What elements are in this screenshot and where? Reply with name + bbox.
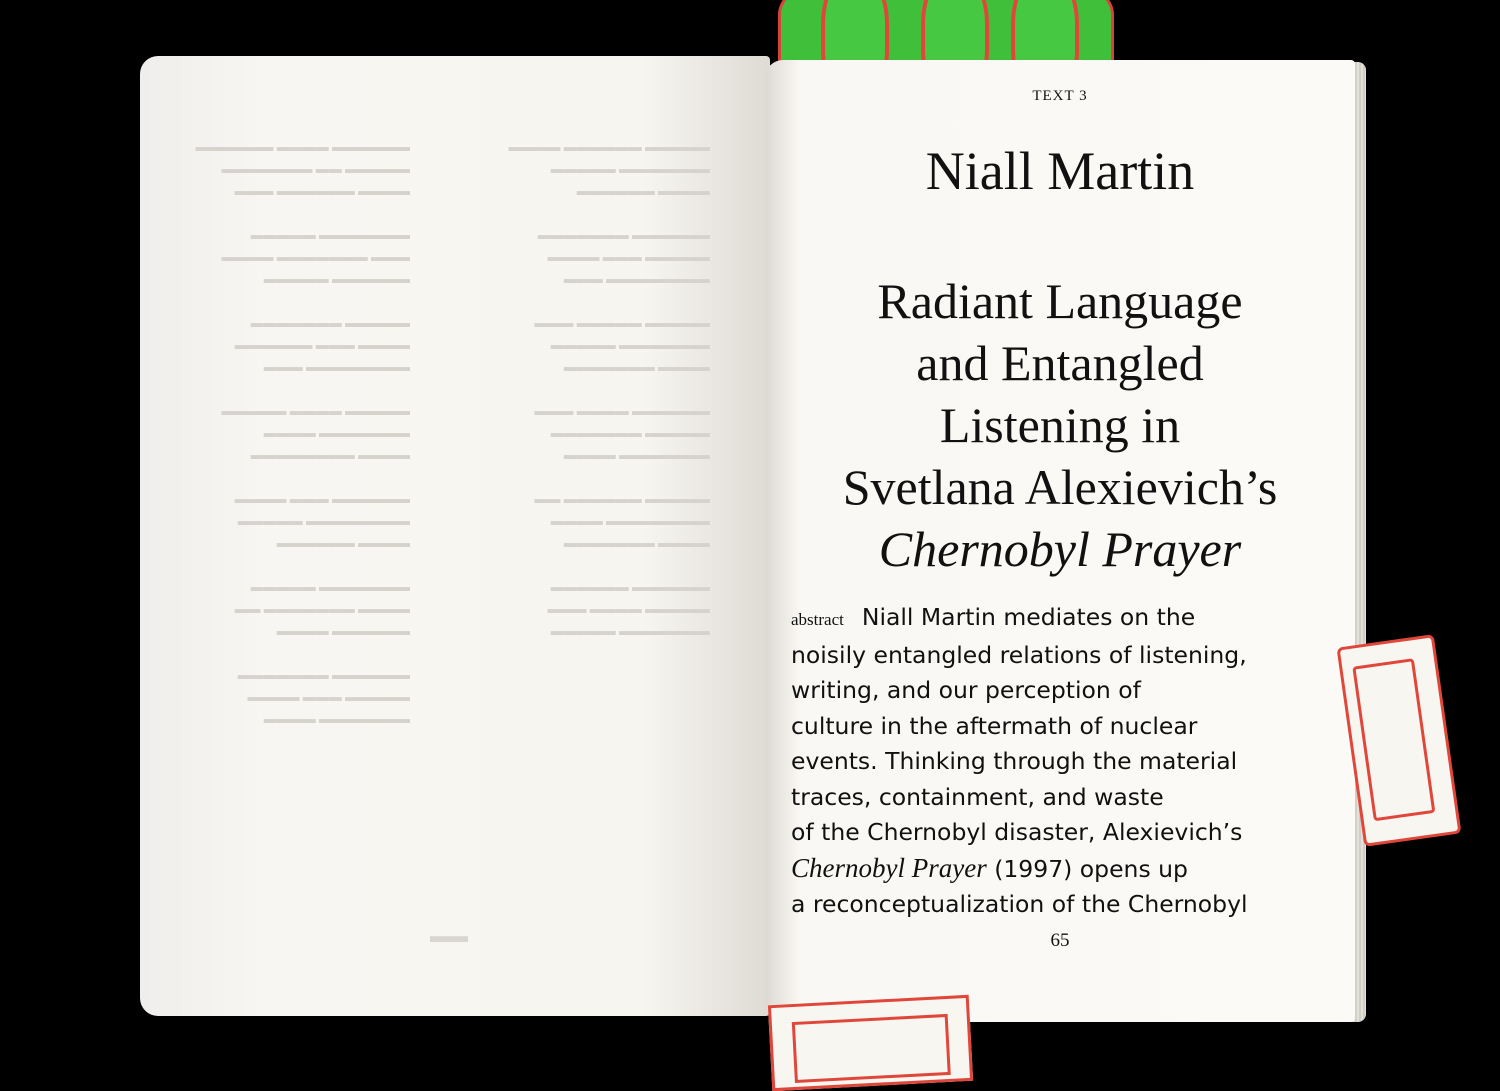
left-page-show-through-column: ▬▬▬▬▬ ▬▬▬▬▬▬ ▬▬▬▬ ▬▬▬▬▬▬▬ ▬▬▬▬▬ ▬▬▬▬ ▬▬▬▬▬▬ ▬▬▬▬▬▬ ▬▬▬▬▬▬▬ ▬▬▬▬▬ ▬▬▬ ▬▬▬▬ ▬▬▬▬▬▬▬▬ ▬▬▬ ▬▬▬▬▬ ▬▬▬▬▬ ▬▬▬ ▬▬▬▬▬▬▬ ▬▬▬▬▬ ▬▬▬▬ ▬▬▬▬▬▬▬ ▬▬▬▬▬▬ ▬▬▬▬ ▬▬▬ ▬▬▬▬▬ ▬▬▬▬▬▬▬ ▬▬▬▬▬▬▬ ▬▬▬▬ ▬▬▬▬▬ ▬▬▬▬▬▬ ▬▬ ▬▬▬▬▬▬▬▬ ▬▬▬▬ ▬▬▬▬ ▬▬▬▬▬▬▬ ▬▬▬▬▬▬ ▬▬▬▬▬▬ ▬▬▬▬▬ ▬▬▬▬ ▬▬▬ ▬▬▬▬▬▬▬ ▬▬▬▬▬ (508, 139, 710, 638)
abstract-line: events. Thinking through the material (791, 747, 1238, 775)
abstract-first-line (791, 600, 1321, 638)
title-line: Listening in (939, 397, 1181, 453)
abstract-line: noisily entangled relations of listening, (791, 640, 1247, 669)
title-line: Radiant Language (877, 273, 1243, 329)
title-italic-line: Chernobyl Prayer (878, 521, 1242, 577)
abstract-line: of the Chernobyl disaster, Alexievich’s (791, 818, 1243, 846)
left-page-number-show-through: ▬▬ (430, 926, 468, 947)
title-line: and Entangled (916, 335, 1204, 391)
abstract-line: writing, and our perception of (791, 676, 1141, 704)
drawing-stroke (1352, 658, 1435, 821)
title-line: Svetlana Alexievich’s (842, 459, 1278, 515)
right-page (765, 60, 1355, 1022)
abstract-work-title: Chernobyl Prayer (791, 852, 987, 883)
abstract (791, 600, 1321, 923)
abstract-line: culture in the aftermath of nuclear (791, 711, 1198, 740)
abstract-label: abstract (791, 610, 844, 629)
left-page-show-through-column: ▬▬▬▬▬▬ ▬▬▬▬ ▬▬▬▬▬▬ ▬▬▬▬▬ ▬▬ ▬▬▬▬▬▬▬ ▬▬▬▬ ▬▬▬▬▬▬ ▬▬▬ ▬▬▬▬▬▬▬ ▬▬▬▬▬ ▬▬▬ ▬▬▬▬▬▬▬ ▬▬▬▬ ▬▬▬▬▬▬ ▬▬▬▬▬ ▬▬▬▬▬ ▬▬▬▬▬▬▬ ▬▬▬▬ ▬▬▬ ▬▬▬▬▬▬ ▬▬▬▬▬▬▬▬ ▬▬▬ ▬▬▬▬▬ ▬▬▬▬ ▬▬▬▬▬ ▬▬▬▬▬▬▬ ▬▬▬▬ ▬▬▬▬ ▬▬▬▬▬▬▬▬ ▬▬▬▬▬▬ ▬▬▬ ▬▬▬▬ ▬▬▬▬▬▬▬▬ ▬▬▬▬▬ ▬▬▬▬ ▬▬▬▬▬▬ ▬▬▬▬▬▬▬ ▬▬▬▬▬ ▬▬▬▬ ▬▬▬▬▬▬▬ ▬▬ ▬▬▬▬▬▬ ▬▬▬▬ ▬▬▬▬▬▬ ▬▬▬▬▬▬▬ ▬▬▬▬▬ ▬▬▬ ▬▬▬▬ ▬▬▬▬▬▬▬ ▬▬▬▬ (195, 139, 410, 726)
abstract-text: (1997) opens up (986, 854, 1188, 883)
abstract-line: a reconceptualization of the Chernobyl (791, 890, 1248, 918)
running-head: TEXT 3 (1032, 88, 1088, 104)
article-title (765, 270, 1355, 580)
page-number: 65 (1050, 930, 1070, 951)
left-page (140, 56, 770, 1016)
abstract-line: traces, containment, and waste (791, 782, 1164, 811)
author-name: Niall Martin (925, 141, 1195, 201)
drawing-stroke (792, 1014, 951, 1083)
abstract-line-with-work (791, 851, 1321, 888)
drawing-cutout-bottom (768, 995, 973, 1091)
abstract-text: Niall Martin mediates on the (861, 603, 1196, 631)
